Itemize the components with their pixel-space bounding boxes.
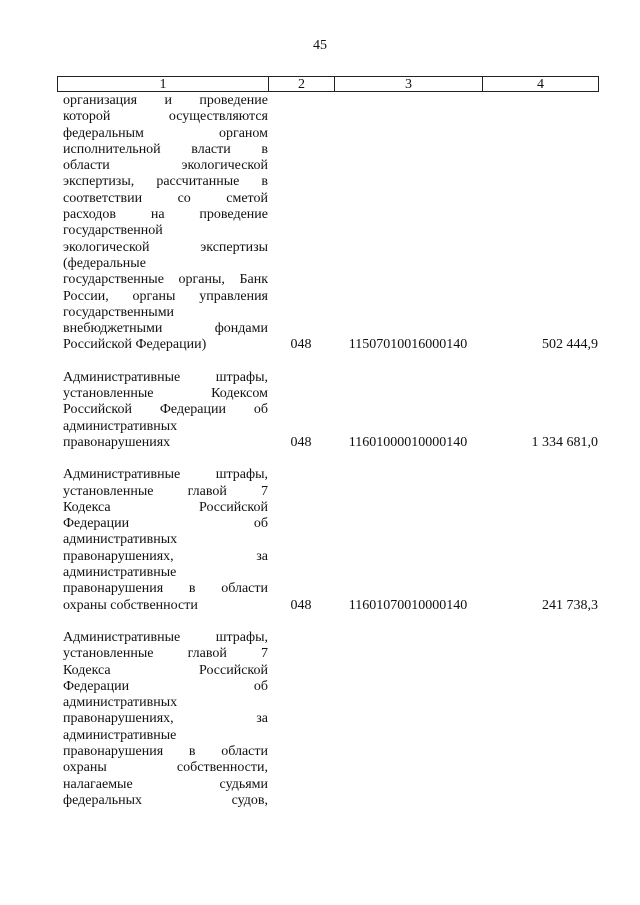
description-line: государственными: [63, 304, 175, 320]
row-classification-code: 11601000010000140: [348, 434, 468, 450]
description-line: Российской Федерации об: [63, 402, 268, 418]
description-line: исполнительной власти в: [63, 141, 268, 157]
description-line: Административные штрафы,: [63, 467, 268, 483]
table-body: [57, 93, 599, 809]
table-row: [57, 93, 599, 354]
description-line: Административные штрафы,: [63, 369, 268, 385]
description-line: правонарушениях, за: [63, 711, 268, 727]
table-header: [57, 76, 599, 92]
description-line: охраны собственности,: [63, 760, 268, 776]
description-line: Кодекса Российской: [63, 662, 268, 678]
description-line: которой осуществляются: [63, 109, 268, 125]
description-line: федеральным органом: [63, 125, 268, 141]
description-line: соответствии со сметой: [63, 190, 268, 206]
description-line: внебюджетными фондами: [63, 321, 268, 337]
description-line: федеральных судов,: [63, 792, 268, 808]
description-line: экологической экспертизы: [63, 239, 268, 255]
header-col-1: 1: [58, 77, 269, 91]
row-description: [57, 93, 268, 354]
description-line: налагаемые судьями: [63, 776, 268, 792]
description-line: (федеральные: [63, 255, 146, 271]
table-row: [57, 467, 599, 614]
row-amount: 241 738,3: [542, 597, 598, 613]
description-line: установленные Кодексом: [63, 386, 268, 402]
description-line: расходов на проведение: [63, 207, 268, 223]
description-line: Российской Федерации): [63, 337, 207, 353]
description-line: организация и проведение: [63, 93, 268, 108]
description-line: правонарушения в области: [63, 581, 268, 597]
description-line: административных: [63, 532, 178, 548]
header-col-3: 3: [335, 77, 483, 91]
row-description: [57, 630, 268, 809]
description-line: правонарушениях, за: [63, 548, 268, 564]
description-line: административных: [63, 418, 178, 434]
table-row: [57, 370, 599, 451]
row-classification-code: 11507010016000140: [348, 337, 468, 353]
description-line: охраны собственности: [63, 597, 198, 613]
description-line: административные: [63, 565, 177, 581]
row-code: 048: [290, 434, 312, 450]
row-amount: 502 444,9: [542, 337, 598, 353]
row-classification-code: 11601070010000140: [348, 597, 468, 613]
header-col-4: 4: [537, 77, 544, 92]
description-line: государственной: [63, 223, 163, 239]
page-number: 45: [313, 38, 327, 53]
description-line: административных: [63, 695, 178, 711]
description-line: правонарушениях: [63, 434, 171, 450]
description-line: установленные главой 7: [63, 483, 268, 499]
description-line: установленные главой 7: [63, 646, 268, 662]
description-line: Федерации об: [63, 516, 268, 532]
header-col-2: 2: [269, 77, 335, 91]
description-line: экспертизы, рассчитанные в: [63, 174, 268, 190]
table-row: [57, 630, 599, 809]
row-code: 048: [290, 597, 312, 613]
row-code: 048: [290, 337, 312, 353]
description-line: административные: [63, 727, 177, 743]
row-description: [57, 370, 268, 451]
description-line: области экологической: [63, 158, 268, 174]
description-line: Административные штрафы,: [63, 629, 268, 645]
description-line: правонарушения в области: [63, 743, 268, 759]
description-line: России, органы управления: [63, 288, 268, 304]
row-amount: 1 334 681,0: [531, 434, 598, 450]
description-line: государственные органы, Банк: [63, 272, 268, 288]
description-line: Кодекса Российской: [63, 499, 268, 515]
row-description: [57, 467, 268, 614]
description-line: Федерации об: [63, 678, 268, 694]
